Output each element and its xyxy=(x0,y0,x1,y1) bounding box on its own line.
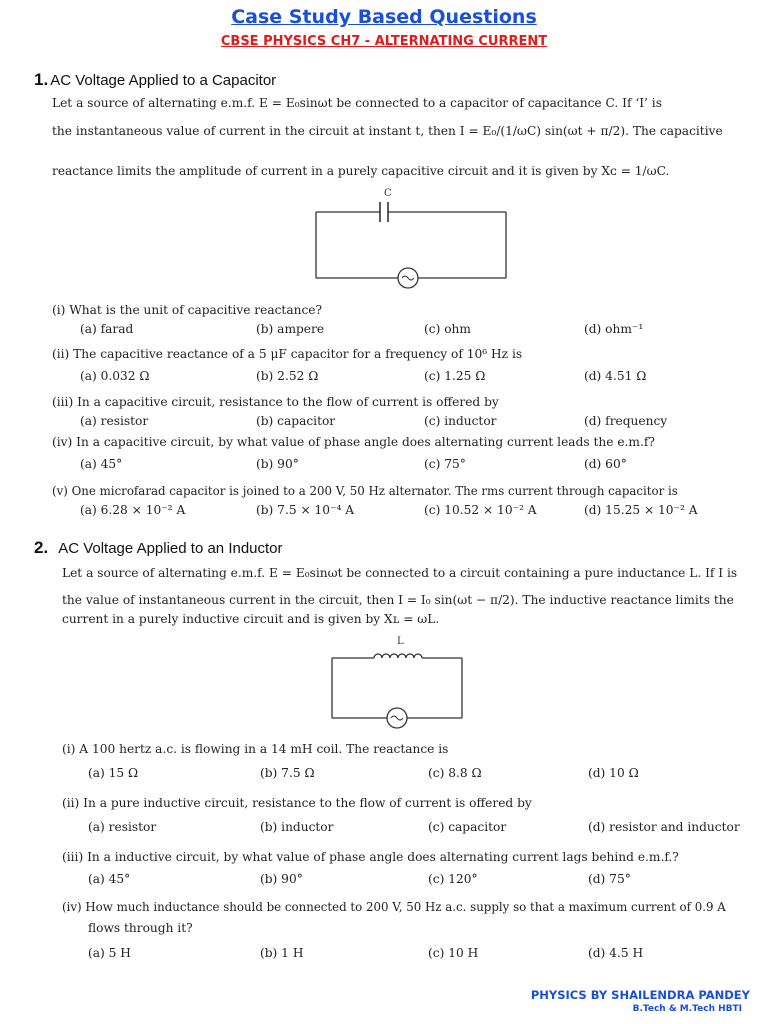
s2-q3-option-c: (c) 120° xyxy=(428,872,478,886)
s1-q5-option-d: (d) 15.25 × 10⁻² A xyxy=(584,503,698,517)
s1-q3-option-a: (a) resistor xyxy=(80,414,149,428)
s2-q2-option-d: (d) resistor and inductor xyxy=(588,820,740,834)
section-1-line-3: reactance limits the amplitude of current in a purely capacitive circuit and it is given by Xᴄ = 1/ωC. xyxy=(52,164,670,178)
capacitor-label: C xyxy=(384,188,392,199)
s1-question-1: (i) What is the unit of capacitive reactance? xyxy=(52,303,323,317)
s1-question-3: (iii) In a capacitive circuit, resistance to the flow of current is offered by xyxy=(52,395,499,409)
section-1-heading xyxy=(34,70,276,90)
s1-question-5: (v) One microfarad capacitor is joined to a 200 V, 50 Hz alternator. The rms current through capacitor is xyxy=(52,484,678,498)
s1-q2-option-a: (a) 0.032 Ω xyxy=(80,369,150,383)
section-1-line-2: the instantaneous value of current in the circuit at instant t, then I = E₀/(1/ωC) sin(ωt + π/2). The capacitive xyxy=(52,124,723,138)
page-subtitle: CBSE PHYSICS CH7 - ALTERNATING CURRENT xyxy=(220,34,548,49)
s2-q1-option-a: (a) 15 Ω xyxy=(88,766,139,780)
section-2-heading xyxy=(34,538,283,558)
s2-q3-option-d: (d) 75° xyxy=(588,872,631,886)
s1-q1-option-d: (d) ohm⁻¹ xyxy=(584,322,644,336)
section-2-number: 2. xyxy=(34,538,49,557)
s2-q1-option-b: (b) 7.5 Ω xyxy=(260,766,315,780)
section-2-line-3: current in a purely inductive circuit and is given by Xʟ = ωL. xyxy=(62,612,440,626)
s1-q3-option-b: (b) capacitor xyxy=(256,414,336,428)
s1-q3-option-d: (d) frequency xyxy=(584,414,668,428)
footer-credentials: B.Tech & M.Tech HBTI xyxy=(632,1004,742,1014)
s1-question-2: (ii) The capacitive reactance of a 5 μF capacitor for a frequency of 10⁶ Hz is xyxy=(52,347,523,361)
s2-question-3: (iii) In a inductive circuit, by what value of phase angle does alternating current lags behind e.m.f.? xyxy=(62,850,679,864)
s2-q4-option-b: (b) 1 H xyxy=(260,946,304,960)
s1-q4-option-c: (c) 75° xyxy=(424,457,466,471)
s1-q5-option-c: (c) 10.52 × 10⁻² A xyxy=(424,503,537,517)
s1-q1-option-b: (b) ampere xyxy=(256,322,325,336)
section-2-line-2: the value of instantaneous current in the circuit, then I = I₀ sin(ωt − π/2). The inductive reactance limits the xyxy=(62,593,734,607)
s2-question-4-cont: flows through it? xyxy=(88,921,193,935)
inductor-circuit-diagram xyxy=(322,632,472,732)
section-1-title: AC Voltage Applied to a Capacitor xyxy=(50,72,277,89)
section-1-number: 1. xyxy=(34,70,49,89)
s2-q4-option-a: (a) 5 H xyxy=(88,946,131,960)
page-title: Case Study Based Questions xyxy=(231,6,537,28)
s1-question-4: (iv) In a capacitive circuit, by what value of phase angle does alternating current leads the e.m.f? xyxy=(52,435,655,449)
s2-q1-option-d: (d) 10 Ω xyxy=(588,766,639,780)
s2-q1-option-c: (c) 8.8 Ω xyxy=(428,766,482,780)
capacitor-circuit-diagram xyxy=(300,186,520,296)
footer-author: PHYSICS BY SHAILENDRA PANDEY xyxy=(530,988,750,1002)
s1-q5-option-a: (a) 6.28 × 10⁻² A xyxy=(80,503,186,517)
s1-q5-option-b: (b) 7.5 × 10⁻⁴ A xyxy=(256,503,355,517)
s2-q4-option-d: (d) 4.5 H xyxy=(588,946,644,960)
inductor-label: L xyxy=(397,636,404,647)
s1-q4-option-d: (d) 60° xyxy=(584,457,627,471)
s2-q3-option-b: (b) 90° xyxy=(260,872,303,886)
s2-q3-option-a: (a) 45° xyxy=(88,872,131,886)
section-1-line-1: Let a source of alternating e.m.f. E = E₀sinωt be connected to a capacitor of capacitance C. If ‘I’ is xyxy=(52,96,662,110)
s1-q2-option-d: (d) 4.51 Ω xyxy=(584,369,647,383)
s1-q4-option-b: (b) 90° xyxy=(256,457,299,471)
section-2-line-1: Let a source of alternating e.m.f. E = E₀sinωt be connected to a circuit containing a pure inductance L. If I is xyxy=(62,566,738,580)
s1-q2-option-c: (c) 1.25 Ω xyxy=(424,369,486,383)
s1-q1-option-a: (a) farad xyxy=(80,322,134,336)
s2-q2-option-c: (c) capacitor xyxy=(428,820,507,834)
inductor-coil-icon xyxy=(374,654,422,658)
s2-question-4: (iv) How much inductance should be connected to 200 V, 50 Hz a.c. supply so that a maximum current of 0.9 A xyxy=(62,900,726,914)
s1-q3-option-c: (c) inductor xyxy=(424,414,497,428)
s1-q2-option-b: (b) 2.52 Ω xyxy=(256,369,319,383)
s1-q4-option-a: (a) 45° xyxy=(80,457,123,471)
section-2-title: AC Voltage Applied to an Inductor xyxy=(58,540,283,557)
s2-question-1: (i) A 100 hertz a.c. is flowing in a 14 mH coil. The reactance is xyxy=(62,742,449,756)
s2-q2-option-b: (b) inductor xyxy=(260,820,334,834)
s2-q4-option-c: (c) 10 H xyxy=(428,946,479,960)
s2-q2-option-a: (a) resistor xyxy=(88,820,157,834)
s2-question-2: (ii) In a pure inductive circuit, resistance to the flow of current is offered by xyxy=(62,796,532,810)
s1-q1-option-c: (c) ohm xyxy=(424,322,471,336)
